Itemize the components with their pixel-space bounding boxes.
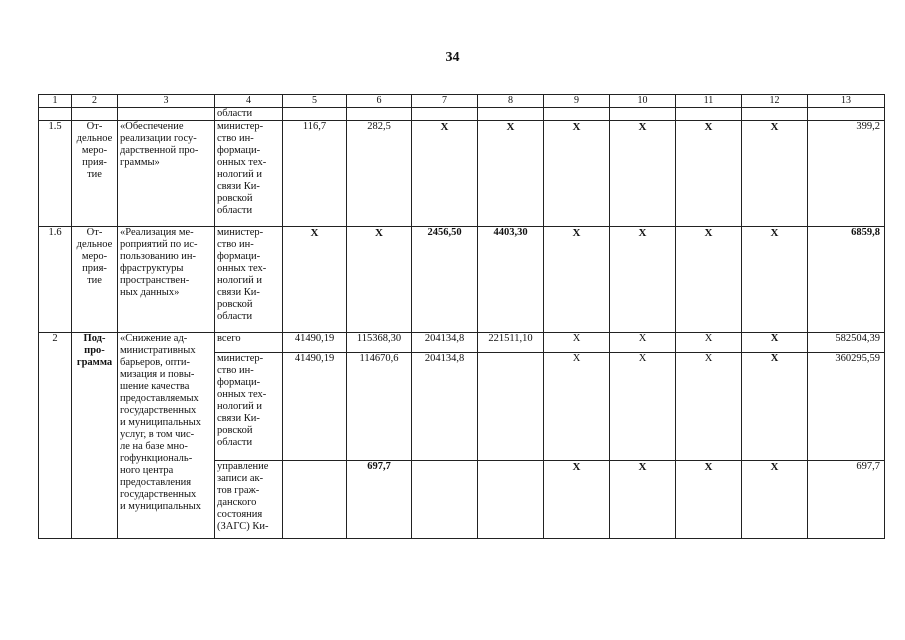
- col-header: 3: [118, 95, 215, 108]
- value-cell: 114670,6: [347, 353, 412, 461]
- value-cell: X: [610, 333, 676, 353]
- total-cell: 582504,39: [808, 333, 885, 353]
- total-cell: 697,7: [808, 461, 885, 539]
- value-cell: X: [742, 461, 808, 539]
- executor-cell: области: [215, 108, 283, 121]
- value-cell: X: [742, 227, 808, 333]
- value-cell: X: [610, 227, 676, 333]
- value-cell: X: [742, 333, 808, 353]
- value-cell: X: [610, 461, 676, 539]
- header-row: [39, 95, 885, 108]
- executor-cell: министер- ство ин- формаци- онных тех- нологий и связи Ки- ровской области: [215, 121, 283, 227]
- row-title: «Снижение ад- министративных барьеров, опти- мизация и повы- шение качества предоставляемых государственных и муниципальных услуг, в том чис- ле на базе мно- гофункциональ- ного центра предоставления государственных и муниципальных: [118, 333, 215, 539]
- value-cell: X: [676, 353, 742, 461]
- col-header: 2: [72, 95, 118, 108]
- col-header: 7: [412, 95, 478, 108]
- executor-cell: министер- ство ин- формаци- онных тех- нологий и связи Ки- ровской области: [215, 353, 283, 461]
- col-header: 1: [39, 95, 72, 108]
- total-cell: 6859,8: [808, 227, 885, 333]
- value-cell: [283, 461, 347, 539]
- value-cell: X: [676, 121, 742, 227]
- value-cell: 2456,50: [412, 227, 478, 333]
- executor-cell: управление записи ак- тов граж- данского состояния (ЗАГС) Ки-: [215, 461, 283, 539]
- value-cell: X: [544, 353, 610, 461]
- value-cell: X: [412, 121, 478, 227]
- value-cell: 41490,19: [283, 333, 347, 353]
- executor-cell: министер- ство ин- формаци- онных тех- нологий и связи Ки- ровской области: [215, 227, 283, 333]
- executor-cell: всего: [215, 333, 283, 353]
- col-header: 8: [478, 95, 544, 108]
- value-cell: X: [478, 121, 544, 227]
- value-cell: [478, 353, 544, 461]
- value-cell: 204134,8: [412, 333, 478, 353]
- value-cell: X: [742, 121, 808, 227]
- value-cell: 4403,30: [478, 227, 544, 333]
- col-header: 9: [544, 95, 610, 108]
- row-number: 2: [39, 333, 72, 539]
- row-type: От- дельное меро- прия- тие: [72, 121, 118, 227]
- value-cell: 116,7: [283, 121, 347, 227]
- row-title: «Реализация ме- роприятий по ис- пользованию ин- фраструктуры пространствен- ных данных»: [118, 227, 215, 333]
- value-cell: X: [610, 121, 676, 227]
- col-header: 10: [610, 95, 676, 108]
- total-cell: 399,2: [808, 121, 885, 227]
- page-number: 34: [445, 50, 460, 65]
- value-cell: X: [544, 227, 610, 333]
- value-cell: X: [676, 461, 742, 539]
- row-type: От- дельное меро- прия- тие: [72, 227, 118, 333]
- col-header: 13: [808, 95, 885, 108]
- value-cell: X: [742, 353, 808, 461]
- value-cell: 697,7: [347, 461, 412, 539]
- row-number: 1.5: [39, 121, 72, 227]
- col-header: 6: [347, 95, 412, 108]
- value-cell: X: [544, 121, 610, 227]
- value-cell: X: [676, 227, 742, 333]
- value-cell: X: [610, 353, 676, 461]
- value-cell: [478, 461, 544, 539]
- program-table: [38, 94, 885, 539]
- col-header: 11: [676, 95, 742, 108]
- table-row: [39, 333, 885, 353]
- continuation-row: [39, 108, 885, 121]
- value-cell: X: [544, 333, 610, 353]
- total-cell: 360295,59: [808, 353, 885, 461]
- row-number: 1.6: [39, 227, 72, 333]
- value-cell: 221511,10: [478, 333, 544, 353]
- col-header: 5: [283, 95, 347, 108]
- value-cell: 115368,30: [347, 333, 412, 353]
- value-cell: X: [676, 333, 742, 353]
- col-header: 12: [742, 95, 808, 108]
- value-cell: [412, 461, 478, 539]
- value-cell: X: [283, 227, 347, 333]
- col-header: 4: [215, 95, 283, 108]
- value-cell: 41490,19: [283, 353, 347, 461]
- table-row: [39, 227, 885, 333]
- table-row: [39, 121, 885, 227]
- value-cell: 204134,8: [412, 353, 478, 461]
- value-cell: X: [544, 461, 610, 539]
- row-type: Под- про- грамма: [72, 333, 118, 539]
- value-cell: 282,5: [347, 121, 412, 227]
- value-cell: X: [347, 227, 412, 333]
- row-title: «Обеспечение реализации госу- дарственной про- граммы»: [118, 121, 215, 227]
